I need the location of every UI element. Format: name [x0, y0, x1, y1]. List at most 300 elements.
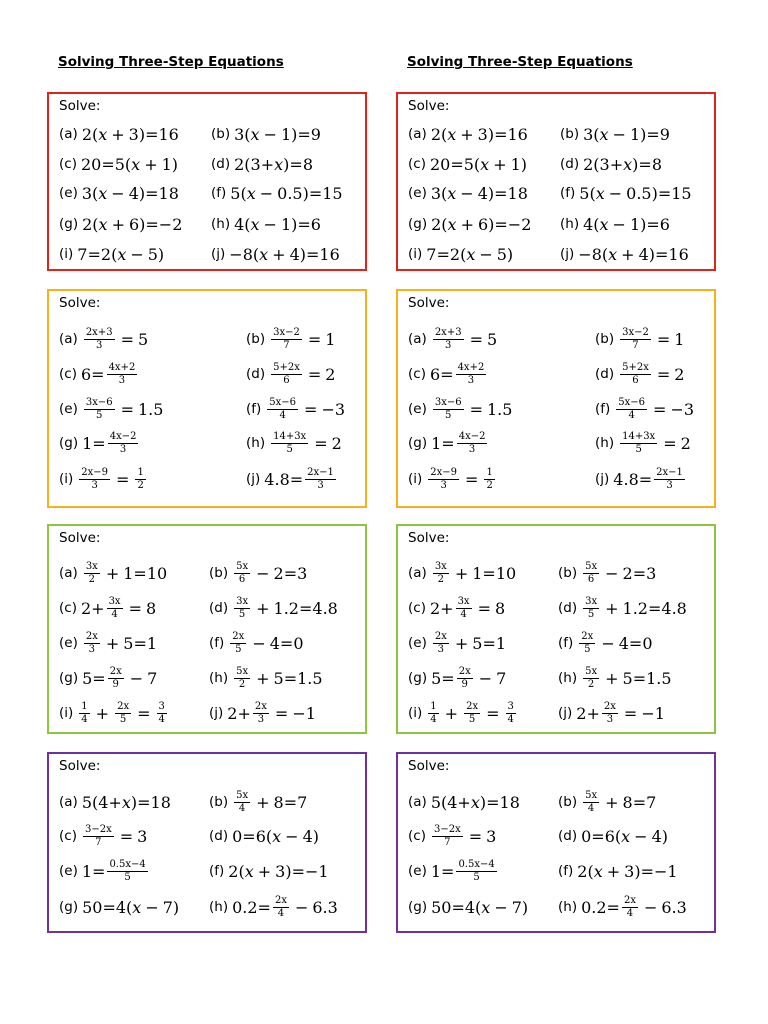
denominator: 5 — [473, 871, 480, 883]
fraction — [433, 561, 449, 586]
equation: $\frac{2x+3}{3}$ = 5 — [434, 326, 498, 351]
fraction — [84, 397, 115, 422]
numerator: 3 — [158, 700, 165, 712]
denominator: 2 — [238, 678, 246, 690]
item-label: (d) — [560, 156, 580, 172]
equation-item — [59, 359, 139, 389]
denominator: 6 — [238, 573, 246, 585]
numerator: 2x — [434, 630, 447, 642]
item-label: (d) — [209, 600, 229, 616]
numerator: 2x — [117, 700, 130, 712]
equation: $\frac{5x}{2}$ + 5 = 1.5 — [585, 665, 672, 690]
equation: $\frac{3x-6}{5}$ = 1.5 — [434, 396, 513, 421]
equation: 1 = $\frac{0.5x-4}{5}$ — [430, 858, 495, 883]
numerator: 4x−2 — [458, 430, 486, 442]
item-label: (b) — [246, 331, 266, 347]
denominator: 3 — [317, 479, 324, 491]
equation-item — [408, 149, 527, 179]
equation-item — [408, 394, 512, 424]
numerator: 3−2x — [84, 823, 112, 835]
numerator: 5+2x — [273, 361, 300, 373]
equation-item — [246, 464, 338, 494]
equation: 20 = 5( x + 1) — [80, 154, 179, 174]
denominator: 5 — [119, 713, 127, 725]
numerator: 3x−2 — [273, 326, 300, 338]
numerator: 14+3x — [273, 430, 307, 442]
denominator: 5 — [96, 409, 103, 421]
denominator: 4 — [460, 608, 467, 620]
denominator: 4 — [277, 907, 285, 919]
item-label: (j) — [211, 246, 226, 262]
item-label: (i) — [408, 471, 423, 487]
worksheet-title: Solving Three-Step Equations — [58, 54, 284, 70]
item-label: (j) — [560, 246, 575, 262]
denominator: 5 — [635, 443, 642, 455]
equation-item — [209, 892, 338, 922]
exercise-box-red — [396, 92, 716, 271]
item-label: (d) — [558, 600, 578, 616]
numerator: 2x — [232, 630, 245, 642]
equation-item — [408, 359, 488, 389]
equation: $\frac{3-2x}{7}$ = 3 — [433, 823, 497, 848]
item-label: (j) — [209, 705, 224, 721]
equation: 5(4 + x ) = 18 — [430, 792, 520, 812]
denominator: 3 — [606, 713, 614, 725]
item-label: (g) — [408, 435, 428, 451]
equation-item — [408, 663, 506, 693]
item-label: (c) — [59, 156, 77, 172]
item-label: (c) — [408, 156, 426, 172]
fraction — [602, 701, 618, 726]
item-label: (g) — [408, 216, 428, 232]
equation-item — [408, 324, 497, 354]
item-label: (a) — [408, 331, 427, 347]
fraction — [456, 859, 496, 884]
equation-item — [246, 428, 342, 458]
item-label: (d) — [246, 366, 266, 382]
equation-item — [408, 628, 506, 658]
item-label: (c) — [408, 828, 426, 844]
item-label: (h) — [560, 216, 580, 232]
denominator: 4 — [507, 713, 514, 725]
item-label: (b) — [558, 565, 578, 581]
equation: $\frac{14+3x}{5}$ = 2 — [622, 430, 691, 455]
fraction — [267, 397, 298, 422]
item-label: (a) — [408, 794, 427, 810]
fraction — [456, 362, 487, 387]
equation: 4( x − 1) = 6 — [583, 214, 670, 234]
numerator: 2x+3 — [434, 326, 462, 338]
equation: $\frac{5x}{4}$ + 8 = 7 — [585, 789, 657, 814]
item-label: (j) — [558, 705, 573, 721]
numerator: 3x — [434, 560, 447, 572]
denominator: 4 — [626, 907, 634, 919]
numerator: 4x−2 — [109, 430, 137, 442]
fraction — [108, 431, 139, 456]
fraction — [234, 666, 250, 691]
equation-item — [595, 428, 691, 458]
fraction — [456, 596, 472, 621]
equation-item — [595, 464, 687, 494]
equation-item — [59, 593, 156, 623]
equation: $\frac{5x}{4}$ + 8 = 7 — [236, 789, 308, 814]
denominator: 6 — [283, 374, 290, 386]
fraction — [84, 631, 100, 656]
denominator: 5 — [587, 608, 595, 620]
equation: 7 = 2( x − 5) — [426, 244, 514, 264]
equation-item — [211, 149, 313, 179]
equation: 3( x − 4) = 18 — [81, 183, 179, 203]
numerator: 2x−1 — [656, 466, 683, 478]
equation: $\frac{2x}{3}$ + 5 = 1 — [434, 630, 507, 655]
equation: $\frac{3x}{2}$ + 1 = 10 — [434, 560, 517, 585]
denominator: 7 — [444, 836, 451, 848]
denominator: 2 — [137, 479, 144, 491]
fraction — [622, 895, 638, 920]
equation-item — [408, 821, 496, 851]
fraction — [253, 701, 269, 726]
equation-item — [558, 663, 672, 693]
fraction — [433, 397, 464, 422]
solve-heading: Solve: — [408, 98, 450, 114]
denominator: 3 — [257, 713, 265, 725]
fraction — [79, 467, 110, 492]
equation-item — [560, 149, 662, 179]
denominator: 7 — [283, 339, 290, 351]
exercise-box-orange — [47, 289, 367, 508]
equation: $\frac{1}{4}$ + $\frac{2x}{5}$ = $\frac{3}{4}$ — [81, 700, 165, 725]
equation: 0.2 = $\frac{2x}{4}$ − 6.3 — [232, 894, 338, 919]
numerator: 2x — [623, 894, 636, 906]
fraction — [464, 701, 480, 726]
denominator: 3 — [445, 339, 452, 351]
equation-item — [209, 558, 307, 588]
numerator: 3x — [585, 595, 598, 607]
fraction — [506, 701, 516, 726]
equation: 0 = 6( x − 4) — [232, 826, 319, 846]
equation-item — [209, 856, 329, 886]
fraction — [108, 666, 124, 691]
equation: 5 = $\frac{2x}{9}$ − 7 — [82, 665, 158, 690]
numerator: 2x — [581, 630, 594, 642]
equation-item — [560, 119, 670, 149]
denominator: 3 — [440, 479, 447, 491]
equation: $\frac{2x}{3}$ + 5 = 1 — [85, 630, 158, 655]
numerator: 5x — [585, 789, 598, 801]
fraction — [620, 431, 657, 456]
item-label: (i) — [59, 705, 74, 721]
denominator: 4 — [238, 802, 246, 814]
denominator: 5 — [235, 643, 242, 655]
item-label: (j) — [246, 471, 261, 487]
numerator: 14+3x — [622, 430, 656, 442]
equation-item — [211, 119, 321, 149]
solve-heading: Solve: — [59, 758, 101, 774]
denominator: 3 — [437, 643, 445, 655]
equation: 5(4 + x ) = 18 — [81, 792, 171, 812]
item-label: (a) — [408, 565, 427, 581]
fraction — [305, 467, 336, 492]
item-label: (a) — [59, 565, 78, 581]
fraction — [271, 362, 302, 387]
equation: 3( x − 1) = 9 — [234, 124, 321, 144]
item-label: (e) — [408, 401, 427, 417]
denominator: 4 — [430, 713, 437, 725]
fraction — [84, 327, 115, 352]
equation: 5( x − 0.5) = 15 — [579, 183, 692, 203]
fraction — [135, 467, 145, 492]
equation-item — [211, 239, 340, 269]
equation-item — [595, 394, 694, 424]
equation: 2( x + 6) = − 2 — [431, 214, 532, 234]
fraction — [107, 362, 138, 387]
equation-item — [408, 119, 528, 149]
exercise-box-green — [396, 524, 716, 734]
denominator: 2 — [486, 479, 493, 491]
item-label: (e) — [59, 401, 78, 417]
numerator: 3x−2 — [622, 326, 649, 338]
equation: $\frac{2x-9}{3}$ = $\frac{1}{2}$ — [430, 466, 493, 491]
numerator: 5x — [236, 789, 249, 801]
fraction — [107, 596, 123, 621]
item-label: (i) — [408, 705, 423, 721]
equation: $\frac{5x-6}{4}$ = − 3 — [618, 396, 695, 421]
item-label: (i) — [59, 246, 74, 262]
item-label: (h) — [246, 435, 266, 451]
numerator: 3x−6 — [434, 396, 462, 408]
fraction — [271, 431, 308, 456]
equation: $\frac{5x}{6}$ − 2 = 3 — [585, 560, 657, 585]
denominator: 3 — [96, 339, 103, 351]
equation: 6 = $\frac{4x+2}{3}$ — [429, 361, 485, 386]
equation-item — [59, 394, 163, 424]
fraction — [234, 596, 250, 621]
fraction — [583, 596, 599, 621]
item-label: (d) — [209, 828, 229, 844]
fraction — [616, 397, 647, 422]
equation-item — [246, 394, 345, 424]
equation: 50 = 4( x − 7) — [431, 897, 529, 917]
equation-item — [59, 892, 179, 922]
numerator: 3−2x — [433, 823, 461, 835]
equation-item — [209, 787, 307, 817]
equation-item — [558, 558, 656, 588]
denominator: 4 — [587, 802, 595, 814]
equation-item — [408, 856, 499, 886]
denominator: 7 — [95, 836, 102, 848]
denominator: 4 — [81, 713, 88, 725]
item-label: (f) — [595, 401, 611, 417]
numerator: 5x — [585, 560, 598, 572]
equation-item — [211, 209, 321, 239]
fraction — [620, 362, 651, 387]
item-label: (e) — [408, 635, 427, 651]
equation: $\frac{2x+3}{3}$ = 5 — [85, 326, 149, 351]
equation: $\frac{3x}{2}$ + 1 = 10 — [85, 560, 168, 585]
fraction — [579, 631, 595, 656]
item-label: (f) — [209, 863, 225, 879]
fraction — [484, 467, 494, 492]
denominator: 5 — [286, 443, 293, 455]
equation-item — [59, 178, 179, 208]
equation: $\frac{5x}{6}$ − 2 = 3 — [236, 560, 308, 585]
equation: 1 = $\frac{4x-2}{3}$ — [82, 430, 137, 455]
denominator: 5 — [468, 713, 476, 725]
equation: $\frac{3x-2}{7}$ = 1 — [622, 326, 685, 351]
fraction — [115, 701, 131, 726]
equation: 2( x + 3) = 16 — [430, 124, 528, 144]
numerator: 5x — [585, 665, 598, 677]
item-label: (e) — [408, 863, 427, 879]
fraction — [583, 666, 599, 691]
equation-item — [211, 178, 343, 208]
equation: 2 + $\frac{3x}{4}$ = 8 — [80, 595, 157, 620]
equation-item — [59, 119, 179, 149]
item-label: (c) — [59, 600, 77, 616]
equation-item — [246, 324, 335, 354]
equation-item — [595, 359, 684, 389]
equation-item — [558, 892, 687, 922]
item-label: (e) — [59, 635, 78, 651]
denominator: 2 — [437, 573, 444, 585]
fraction — [230, 631, 246, 656]
numerator: 3x — [236, 595, 249, 607]
item-label: (d) — [595, 366, 615, 382]
denominator: 4 — [111, 608, 118, 620]
equation: $\frac{3x}{5}$ + 1.2 = 4.8 — [585, 595, 687, 620]
denominator: 3 — [88, 643, 96, 655]
numerator: 4x+2 — [457, 361, 485, 373]
equation: $\frac{14+3x}{5}$ = 2 — [273, 430, 342, 455]
numerator: 2x−9 — [81, 466, 109, 478]
equation-item — [408, 464, 497, 494]
denominator: 3 — [468, 443, 476, 455]
equation: 4.8 = $\frac{2x-1}{3}$ — [613, 466, 683, 491]
fraction — [428, 467, 459, 492]
numerator: 2x — [274, 894, 287, 906]
equation-item — [59, 464, 148, 494]
equation-item — [246, 359, 335, 389]
item-label: (f) — [209, 635, 225, 651]
item-label: (b) — [209, 794, 229, 810]
fraction — [654, 467, 685, 492]
denominator: 3 — [119, 443, 127, 455]
item-label: (d) — [211, 156, 231, 172]
numerator: 3x — [85, 560, 98, 572]
fraction — [84, 561, 100, 586]
equation: 3( x − 4) = 18 — [430, 183, 528, 203]
equation-item — [59, 149, 178, 179]
denominator: 4 — [279, 409, 286, 421]
equation-item — [209, 698, 316, 728]
denominator: 3 — [467, 374, 475, 386]
equation: $\frac{5x}{2}$ + 5 = 1.5 — [236, 665, 323, 690]
equation-item — [59, 821, 147, 851]
denominator: 6 — [632, 374, 639, 386]
equation-item — [408, 892, 528, 922]
numerator: 4x+2 — [108, 361, 136, 373]
numerator: 2x — [109, 665, 122, 677]
item-label: (a) — [59, 794, 78, 810]
solve-heading: Solve: — [59, 530, 101, 546]
equation-item — [560, 178, 692, 208]
fraction — [157, 701, 167, 726]
exercise-box-green — [47, 524, 367, 734]
equation-item — [558, 821, 668, 851]
equation-item — [59, 698, 169, 728]
item-label: (h) — [558, 670, 578, 686]
fraction — [457, 666, 473, 691]
equation-item — [59, 628, 157, 658]
equation-item — [595, 324, 684, 354]
equation: $\frac{3x-2}{7}$ = 1 — [273, 326, 336, 351]
fraction — [271, 327, 302, 352]
item-label: (g) — [408, 670, 428, 686]
item-label: (a) — [408, 126, 427, 142]
numerator: 3x — [457, 595, 470, 607]
equation: 4.8 = $\frac{2x-1}{3}$ — [264, 466, 334, 491]
equation: $\frac{5+2x}{6}$ = 2 — [273, 361, 336, 386]
equation-item — [59, 856, 150, 886]
denominator: 3 — [118, 374, 126, 386]
equation: 5( x − 0.5) = 15 — [230, 183, 343, 203]
fraction — [457, 431, 488, 456]
denominator: 9 — [461, 678, 468, 690]
numerator: 5x−6 — [269, 396, 297, 408]
equation-item — [209, 821, 319, 851]
item-label: (b) — [209, 565, 229, 581]
item-label: (f) — [558, 863, 574, 879]
numerator: 5x — [236, 665, 249, 677]
equation: 2 + $\frac{2x}{3}$ = − 1 — [227, 700, 316, 725]
solve-heading: Solve: — [408, 758, 450, 774]
denominator: 3 — [666, 479, 673, 491]
item-label: (e) — [59, 185, 78, 201]
fraction — [620, 327, 651, 352]
equation: 1 = $\frac{4x-2}{3}$ — [431, 430, 486, 455]
fraction — [583, 790, 599, 815]
numerator: 0.5x−4 — [109, 858, 146, 870]
item-label: (b) — [560, 126, 580, 142]
fraction — [234, 561, 250, 586]
item-label: (h) — [211, 216, 231, 232]
equation: 3( x − 1) = 9 — [583, 124, 670, 144]
equation-item — [59, 558, 167, 588]
numerator: 5x — [236, 560, 249, 572]
fraction — [107, 859, 147, 884]
denominator: 6 — [587, 573, 595, 585]
equation: 2(3 + x ) = 8 — [583, 154, 662, 174]
equation-item — [408, 558, 516, 588]
equation-item — [59, 428, 140, 458]
equation-item — [558, 856, 678, 886]
fraction — [583, 561, 599, 586]
equation: − 8( x + 4) = 16 — [578, 244, 689, 264]
item-label: (b) — [211, 126, 231, 142]
denominator: 5 — [445, 409, 452, 421]
numerator: 0.5x−4 — [458, 858, 495, 870]
item-label: (g) — [59, 435, 79, 451]
item-label: (j) — [595, 471, 610, 487]
equation-item — [59, 663, 157, 693]
numerator: 2x−9 — [430, 466, 458, 478]
equation-item — [59, 209, 182, 239]
equation: 50 = 4( x − 7) — [82, 897, 180, 917]
equation: 2( x + 3) = 16 — [81, 124, 179, 144]
equation-item — [59, 239, 164, 269]
item-label: (i) — [59, 471, 74, 487]
item-label: (h) — [209, 670, 229, 686]
